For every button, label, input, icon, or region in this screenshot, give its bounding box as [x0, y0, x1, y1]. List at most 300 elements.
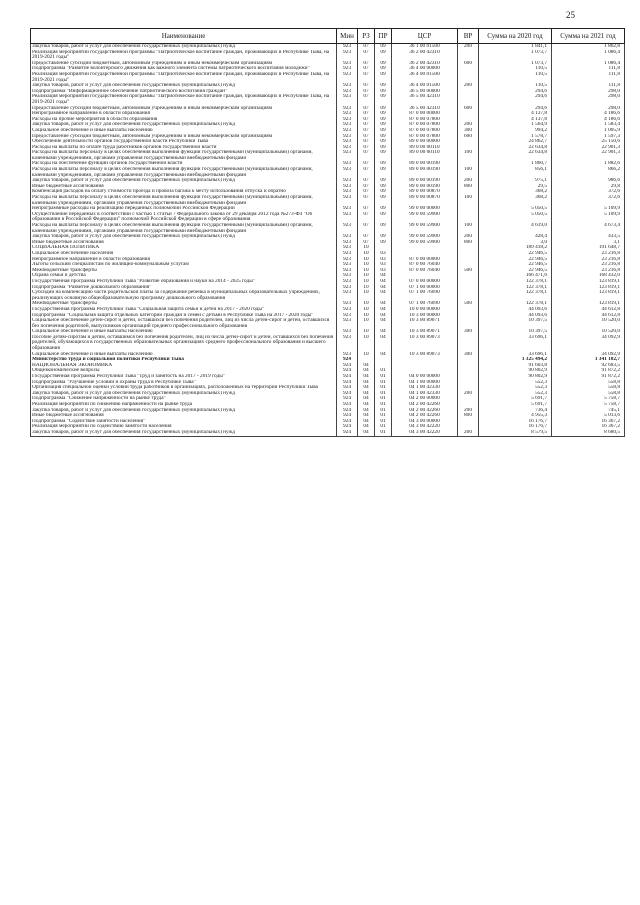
row-name: Подпрограмма "Содействие занятости населения" [31, 419, 337, 425]
row-csr: 04 3 00 42220 [392, 430, 458, 436]
row-min: 924 [337, 385, 358, 391]
row-name: Предоставление субсидий бюджетным, автономным учреждениям и иным некоммерческим организациям [31, 61, 337, 67]
table-header-row [31, 29, 625, 44]
row-rz: 10 [358, 318, 375, 329]
row-min: 924 [337, 368, 358, 374]
row-sum-2021: 10 520,0 [552, 318, 625, 329]
row-rz: 04 [358, 374, 375, 380]
table-row [31, 212, 625, 223]
row-min: 923 [337, 234, 358, 240]
row-pr: 09 [375, 223, 392, 234]
row-min: 923 [337, 285, 358, 291]
row-csr: 36 2 00 42310 [392, 50, 458, 61]
row-pr: 09 [375, 106, 392, 112]
row-min: 923 [337, 257, 358, 263]
row-sum-2021: 1 583,4 [552, 122, 625, 128]
row-csr: 89 0 00 00190 [392, 161, 458, 167]
row-name: Социальное обеспечение и иные выплаты населению [31, 128, 337, 134]
row-sum-2020: 122 378,1 [479, 279, 552, 285]
row-sum-2020: 110,5 [479, 83, 552, 89]
row-sum-2021: 5 758,7 [552, 402, 625, 408]
table-row [31, 167, 625, 178]
header-csr: ЦСР [392, 29, 458, 44]
row-name: Непрограммное направление в области образования [31, 257, 337, 263]
row-pr: 04 [375, 318, 392, 329]
row-rz: 10 [358, 262, 375, 268]
row-min: 923 [337, 195, 358, 206]
row-name: Предоставление субсидий бюджетным, автономным учреждениям и иным некоммерческим организациям [31, 134, 337, 140]
row-sum-2020: 166 471,6 [479, 273, 552, 279]
row-rz: 04 [358, 368, 375, 374]
row-name: Закупка товаров, работ и услуг для обеспечения государственных (муниципальных) нужд [31, 408, 337, 414]
row-csr: 87 0 00 07800 [392, 117, 458, 123]
row-csr: 10 0 00 00000 [392, 307, 458, 313]
row-sum-2020: 16 176,7 [479, 424, 552, 430]
row-pr: 04 [375, 313, 392, 319]
row-csr: 36 5 00 42310 [392, 106, 458, 112]
row-pr: 01 [375, 374, 392, 380]
row-sum-2020: 122 378,1 [479, 301, 552, 307]
row-sum-2020: 1 841,1 [479, 44, 552, 50]
row-pr: 09 [375, 122, 392, 128]
row-rz: 07 [358, 134, 375, 140]
row-name: Иные бюджетные ассигнования [31, 413, 337, 419]
row-min: 923 [337, 352, 358, 358]
row-pr: 01 [375, 402, 392, 408]
row-vr: 200 [458, 408, 479, 414]
row-sum-2021: 111,8 [552, 72, 625, 83]
row-sum-2021: 123 819,1 [552, 285, 625, 291]
row-min: 923 [337, 335, 358, 352]
row-rz: 10 [358, 257, 375, 263]
row-pr: 03 [375, 251, 392, 257]
row-vr: 200 [458, 391, 479, 397]
row-min: 923 [337, 44, 358, 50]
row-pr: 01 [375, 430, 392, 436]
row-vr: 200 [458, 178, 479, 184]
row-csr: 89 0 00 00190 [392, 167, 458, 178]
row-min: 923 [337, 145, 358, 151]
row-vr [458, 212, 479, 223]
row-pr: 09 [375, 178, 392, 184]
row-pr: 09 [375, 167, 392, 178]
row-vr [458, 94, 479, 105]
row-sum-2020: 189 418,2 [479, 245, 552, 251]
row-min: 924 [337, 424, 358, 430]
row-csr: 87 0 00 76040 [392, 262, 458, 268]
row-sum-2021: 16 367,2 [552, 419, 625, 425]
row-sum-2021: 1 005,9 [552, 128, 625, 134]
row-sum-2020: 33 696,1 [479, 352, 552, 358]
row-pr: 09 [375, 111, 392, 117]
row-pr: 04 [375, 329, 392, 335]
row-vr: 300 [458, 128, 479, 134]
row-pr: 04 [375, 273, 392, 279]
row-pr: 09 [375, 50, 392, 61]
row-sum-2021: 558,8 [552, 391, 625, 397]
row-rz: 04 [358, 363, 375, 369]
row-sum-2021: 372,6 [552, 189, 625, 195]
row-sum-2021: 44 612,8 [552, 307, 625, 313]
row-name: Межбюджетные трансферты [31, 301, 337, 307]
row-min: 924 [337, 363, 358, 369]
row-rz: 04 [358, 402, 375, 408]
row-name: Пособие детям-сиротам и детям, оставшимся без попечения родителей, лиц из числа детей-сирот и детей, оставшихся без попечения родителей, обучающихся в государственных образовательных организациях среднего профессионального образования и высшего образования [31, 335, 337, 352]
row-name: Реализация мероприятий государственной программы "Патриотическое воспитание граждан, проживающих в Республике Тыва, на 2019-2021 годы" [31, 94, 337, 105]
row-name: Закупка товаров, работ и услуг для обеспечения государственных (муниципальных) нужд [31, 44, 337, 50]
row-rz: 07 [358, 145, 375, 151]
row-pr: 09 [375, 206, 392, 212]
row-min: 924 [337, 357, 358, 363]
row-min: 923 [337, 178, 358, 184]
row-pr: 03 [375, 262, 392, 268]
row-sum-2021: 10 520,0 [552, 329, 625, 335]
row-sum-2020: 856,1 [479, 167, 552, 178]
row-rz: 04 [358, 380, 375, 386]
row-min: 924 [337, 391, 358, 397]
row-rz: 07 [358, 150, 375, 161]
row-pr: 01 [375, 391, 392, 397]
row-name: Расходы на выплаты персоналу в целях обеспечения выполнения функций государственными (муниципальными) органами, казенными учреждениями, органами управления государственными внебюджетными фондами [31, 223, 337, 234]
row-name: Министерство труда и социальной политики Республики Тыва [31, 357, 337, 363]
row-name: Льготы сельским специалистам по жилищно-коммунальным услугам [31, 262, 337, 268]
row-min: 923 [337, 223, 358, 234]
row-sum-2020: 4 137,8 [479, 117, 552, 123]
row-sum-2020: 4 137,8 [479, 111, 552, 117]
row-rz: 04 [358, 408, 375, 414]
row-min: 924 [337, 380, 358, 386]
row-csr: 10 3 00 89071 [392, 329, 458, 335]
row-csr: 87 0 00 00000 [392, 257, 458, 263]
row-name: Субсидии на компенсацию части родительской платы за содержание ребенка в муниципальных образовательных учреждениях, реализующих основную общеобразовательную программу дошкольного образования [31, 290, 337, 301]
row-sum-2020: 110,5 [479, 66, 552, 72]
row-rz: 04 [358, 413, 375, 419]
row-sum-2020: 8 579,5 [479, 430, 552, 436]
row-rz: 07 [358, 50, 375, 61]
row-rz: 10 [358, 245, 375, 251]
row-name: Социальное обеспечение детей-сирот и детей, оставшихся без попечения родителей, лиц из числа детей-сирот и детей, оставшихся без попечения родителей, выпускников организаций среднего профессионального образования [31, 318, 337, 329]
row-sum-2020: 90 802,9 [479, 368, 552, 374]
row-min: 923 [337, 139, 358, 145]
row-name: Подпрограмма "Социальная защита отдельных категорий граждан и семей с детьми в Республике Тыва на 2017 - 2020 годы" [31, 313, 337, 319]
row-sum-2021: 298,0 [552, 94, 625, 105]
row-sum-2020: 3,0 [479, 240, 552, 246]
row-min: 923 [337, 245, 358, 251]
row-rz: 10 [358, 301, 375, 307]
row-sum-2020: 552,3 [479, 391, 552, 397]
row-sum-2021: 8 680,5 [552, 430, 625, 436]
row-name: Охрана семьи и детства [31, 273, 337, 279]
row-min: 923 [337, 329, 358, 335]
row-sum-2021: 4 186,6 [552, 117, 625, 123]
row-sum-2020: 294,6 [479, 89, 552, 95]
table-row [31, 72, 625, 83]
row-rz: 07 [358, 66, 375, 72]
row-pr: 04 [375, 285, 392, 291]
row-vr: 800 [458, 240, 479, 246]
row-rz: 10 [358, 279, 375, 285]
row-min: 923 [337, 94, 358, 105]
row-csr: 36 2 00 42310 [392, 61, 458, 67]
row-csr: 04 2 00 42260 [392, 402, 458, 408]
row-rz: 10 [358, 335, 375, 352]
row-pr: 09 [375, 212, 392, 223]
row-csr: 99 0 00 59900 [392, 240, 458, 246]
row-sum-2021: 1 341 102,7 [552, 357, 625, 363]
row-min: 923 [337, 273, 358, 279]
row-min: 923 [337, 72, 358, 83]
row-pr: 09 [375, 44, 392, 50]
row-sum-2021: 23 216,8 [552, 257, 625, 263]
row-name: Общеэкономические вопросы [31, 368, 337, 374]
row-sum-2020: 1 564,9 [479, 122, 552, 128]
row-name: Закупка товаров, работ и услуг для обеспечения государственных (муниципальных) нужд [31, 391, 337, 397]
row-min: 923 [337, 212, 358, 223]
row-sum-2021: 1 086,4 [552, 61, 625, 67]
row-pr: 03 [375, 268, 392, 274]
row-rz: 07 [358, 184, 375, 190]
row-min: 923 [337, 50, 358, 61]
row-min: 923 [337, 89, 358, 95]
row-csr: 87 0 00 07800 [392, 122, 458, 128]
row-name: Межбюджетные трансферты [31, 268, 337, 274]
row-rz: 07 [358, 206, 375, 212]
row-pr: 09 [375, 66, 392, 72]
row-vr [458, 290, 479, 301]
row-vr: 600 [458, 61, 479, 67]
row-name: Государственная программа Республики Тыва "Развитие образования и науки на 2014 - 2025 годы" [31, 279, 337, 285]
row-sum-2020: 10 397,5 [479, 318, 552, 329]
row-sum-2020: 994,2 [479, 128, 552, 134]
row-sum-2021: 23 216,8 [552, 262, 625, 268]
row-rz: 07 [358, 111, 375, 117]
row-sum-2020: 22 946,5 [479, 268, 552, 274]
row-sum-2020: 90 802,9 [479, 374, 552, 380]
row-sum-2020: 33 696,1 [479, 335, 552, 352]
row-sum-2020: 44 093,6 [479, 313, 552, 319]
row-sum-2020: 5 050,5 [479, 212, 552, 223]
row-csr: 10 3 00 89073 [392, 335, 458, 352]
row-csr: 89 0 00 00190 [392, 178, 458, 184]
row-csr: 10 3 00 89073 [392, 352, 458, 358]
row-name: Подпрограмма "Развитие волонтерского движения как важного элемента системы патриотического воспитания молодежи" [31, 66, 337, 72]
row-vr [458, 72, 479, 83]
row-pr: 09 [375, 117, 392, 123]
header-sum-2021: Сумма на 2021 год [552, 29, 625, 44]
row-pr: 09 [375, 189, 392, 195]
row-name: Закупка товаров, работ и услуг для обеспечения государственных (муниципальных) нужд [31, 122, 337, 128]
row-vr: 600 [458, 134, 479, 140]
row-sum-2021: 22 901,3 [552, 150, 625, 161]
row-sum-2020: 10 397,5 [479, 329, 552, 335]
row-min: 923 [337, 134, 358, 140]
row-sum-2021: 23 216,8 [552, 251, 625, 257]
row-name: Расходы на выплаты по оплате труда работников органов государственной власти [31, 145, 337, 151]
row-sum-2021: 433,5 [552, 234, 625, 240]
row-min: 923 [337, 313, 358, 319]
row-pr: 04 [375, 335, 392, 352]
row-csr: 36 4 00 01500 [392, 72, 458, 83]
row-sum-2021: 34 092,9 [552, 335, 625, 352]
row-sum-2021: 91 872,2 [552, 368, 625, 374]
row-min: 923 [337, 167, 358, 178]
row-csr: 87 0 00 00000 [392, 111, 458, 117]
row-name: Обеспечение деятельности органов государственной власти Республики Тыва [31, 139, 337, 145]
table-row [31, 94, 625, 105]
row-sum-2020: 736,4 [479, 408, 552, 414]
row-pr: 09 [375, 83, 392, 89]
row-vr: 100 [458, 150, 479, 161]
row-sum-2020: 22 946,5 [479, 251, 552, 257]
row-sum-2021: 986,6 [552, 178, 625, 184]
row-sum-2020: 368,2 [479, 189, 552, 195]
row-sum-2020: 22 946,5 [479, 257, 552, 263]
row-rz: 10 [358, 352, 375, 358]
row-min: 924 [337, 413, 358, 419]
row-name: Закупка товаров, работ и услуг для обеспечения государственных (муниципальных) нужд [31, 178, 337, 184]
row-rz: 07 [358, 223, 375, 234]
row-name: Расходы на прочие мероприятия в области образования [31, 117, 337, 123]
table-row [31, 290, 625, 301]
row-sum-2020: 294,6 [479, 94, 552, 105]
row-pr: 09 [375, 234, 392, 240]
row-sum-2021: 92 683,5 [552, 363, 625, 369]
row-min: 924 [337, 419, 358, 425]
row-pr: 09 [375, 72, 392, 83]
row-csr: 36 5 00 00000 [392, 89, 458, 95]
row-pr: 09 [375, 128, 392, 134]
header-sum-2020: Сумма на 2020 год [479, 29, 552, 44]
table-row [31, 318, 625, 329]
row-vr: 200 [458, 44, 479, 50]
row-pr: 04 [375, 307, 392, 313]
row-min: 923 [337, 251, 358, 257]
row-sum-2021: 23 216,8 [552, 268, 625, 274]
row-sum-2021: 558,8 [552, 380, 625, 386]
row-rz: 07 [358, 61, 375, 67]
row-sum-2020: 1 325 494,2 [479, 357, 552, 363]
row-name: Предоставление субсидий бюджетным, автономным учреждениям и иным некоммерческим организациям [31, 106, 337, 112]
row-csr: 89 0 00 00000 [392, 139, 458, 145]
row-csr: 04 3 00 42220 [392, 424, 458, 430]
row-sum-2020: 552,3 [479, 380, 552, 386]
row-name: НАЦИОНАЛЬНАЯ ЭКОНОМИКА [31, 363, 337, 369]
row-sum-2021: 4 673,4 [552, 223, 625, 234]
row-min: 923 [337, 83, 358, 89]
row-sum-2021: 5 758,7 [552, 396, 625, 402]
row-name: Государственная программа Республики Тыва "Труд и занятость на 2017 - 2019 годы" [31, 374, 337, 380]
row-sum-2021: 5 109,9 [552, 212, 625, 223]
row-csr: 87 0 00 07800 [392, 134, 458, 140]
row-name: Реализация мероприятий по содействию занятости населения [31, 424, 337, 430]
row-min: 923 [337, 122, 358, 128]
row-sum-2020: 22 634,8 [479, 150, 552, 161]
row-pr: 01 [375, 424, 392, 430]
row-rz: 07 [358, 106, 375, 112]
row-name: Подпрограмма "Информационное обеспечение патриотического воспитания граждан" [31, 89, 337, 95]
row-sum-2021: 191 648,7 [552, 245, 625, 251]
row-vr: 200 [458, 83, 479, 89]
row-rz: 07 [358, 117, 375, 123]
row-csr: 07 1 00 76090 [392, 290, 458, 301]
row-sum-2021: 123 819,1 [552, 279, 625, 285]
row-min: 923 [337, 150, 358, 161]
row-name: Реализация мероприятий по снижению напряженности на рынке труда [31, 402, 337, 408]
row-rz: 04 [358, 385, 375, 391]
row-csr: 10 3 00 00000 [392, 313, 458, 319]
row-name: Социальное обеспечение и иные выплаты населению [31, 352, 337, 358]
row-csr: 99 0 00 59900 [392, 234, 458, 240]
row-name: Непрограммные расходы на реализацию переданных полномочий Российской Федерации [31, 206, 337, 212]
row-csr: 89 0 00 00870 [392, 195, 458, 206]
row-sum-2021: 25 150,6 [552, 139, 625, 145]
row-sum-2020: 44 093,6 [479, 307, 552, 313]
table-row [31, 335, 625, 352]
row-sum-2021: 4 186,6 [552, 111, 625, 117]
row-rz: 04 [358, 391, 375, 397]
row-vr [458, 318, 479, 329]
row-min: 923 [337, 106, 358, 112]
row-min: 923 [337, 301, 358, 307]
row-sum-2020: 29,5 [479, 184, 552, 190]
table-row [31, 195, 625, 206]
row-pr: 01 [375, 419, 392, 425]
row-csr: 04 2 00 42260 [392, 408, 458, 414]
row-rz: 04 [358, 396, 375, 402]
row-sum-2021: 168 432,0 [552, 273, 625, 279]
row-csr: 87 0 00 07800 [392, 128, 458, 134]
row-sum-2020: 975,1 [479, 178, 552, 184]
row-sum-2020: 368,2 [479, 195, 552, 206]
row-sum-2021: 29,8 [552, 184, 625, 190]
row-vr: 100 [458, 167, 479, 178]
row-pr: 01 [375, 368, 392, 374]
row-sum-2020: 91 603,8 [479, 363, 552, 369]
row-csr: 36 4 00 01500 [392, 83, 458, 89]
row-rz: 07 [358, 94, 375, 105]
row-name: СОЦИАЛЬНАЯ ПОЛИТИКА [31, 245, 337, 251]
row-min: 923 [337, 268, 358, 274]
row-pr: 09 [375, 184, 392, 190]
row-sum-2020: 1 860,7 [479, 161, 552, 167]
row-pr: 09 [375, 94, 392, 105]
row-pr: 09 [375, 195, 392, 206]
row-csr: 99 0 00 59900 [392, 212, 458, 223]
row-rz: 10 [358, 290, 375, 301]
row-pr: 01 [375, 385, 392, 391]
row-sum-2020: 1 073,7 [479, 50, 552, 61]
row-pr: 01 [375, 408, 392, 414]
row-name: Государственная программа Республики Тыва "Социальная защита семьи и детей на 2017 - 2020 годы" [31, 307, 337, 313]
row-csr: 89 0 00 00110 [392, 145, 458, 151]
row-rz: 07 [358, 189, 375, 195]
row-name: Подпрограмма "Снижение напряженности на рынке труда" [31, 396, 337, 402]
row-sum-2020: 110,5 [479, 72, 552, 83]
row-min: 923 [337, 184, 358, 190]
row-sum-2020: 5 691,7 [479, 402, 552, 408]
row-csr: 04 3 00 00000 [392, 419, 458, 425]
row-sum-2021: 22 901,3 [552, 145, 625, 151]
row-rz: 07 [358, 139, 375, 145]
row-sum-2021: 34 092,9 [552, 352, 625, 358]
row-min: 923 [337, 66, 358, 72]
row-sum-2021: 372,6 [552, 195, 625, 206]
row-vr [458, 335, 479, 352]
row-pr: 09 [375, 89, 392, 95]
row-min: 924 [337, 402, 358, 408]
row-name: Иные бюджетные ассигнования [31, 184, 337, 190]
row-csr: 04 1 00 42330 [392, 385, 458, 391]
